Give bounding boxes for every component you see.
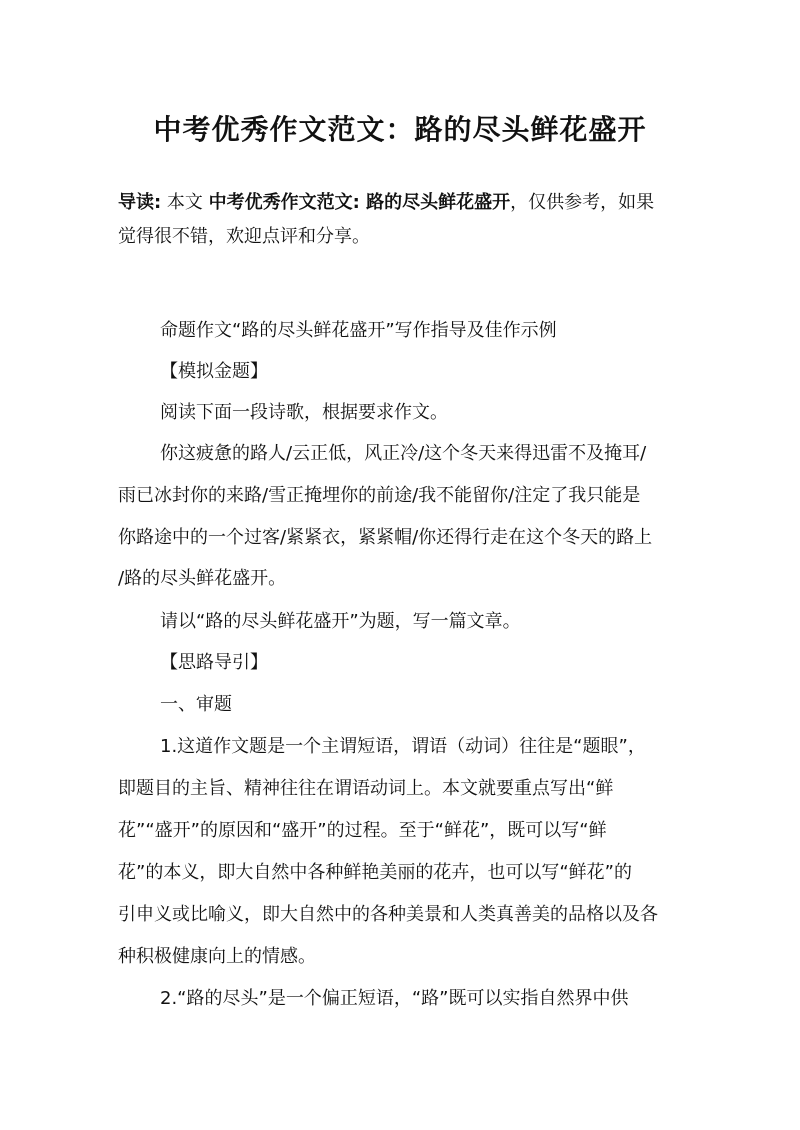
poem-line: 你这疲惫的路人/云正低，风正冷/这个冬天来得迅雷不及掩耳/ — [160, 443, 647, 464]
intro-label: 导读: — [118, 192, 162, 213]
intro-text-after: ，仅供参考，如果 — [510, 192, 655, 213]
poem-line: /路的尽头鲜花盛开。 — [118, 568, 287, 589]
intro-paragraph — [118, 186, 688, 254]
paragraph-line: 阅读下面一段诗歌，根据要求作文。 — [160, 402, 448, 423]
paragraph-line: 花”的本义，即大自然中各种鲜艳美丽的花卉，也可以写“鲜花”的 — [118, 862, 632, 883]
intro-text-before: 本文 — [161, 192, 209, 213]
paragraph-line: 1.这道作文题是一个主谓短语，谓语（动词）往往是“题眼”， — [160, 736, 646, 757]
intro-text-line2: 觉得很不错，欢迎点评和分享。 — [118, 226, 370, 247]
paragraph-line: 即题目的主旨、精神往往在谓语动词上。本文就要重点写出“鲜 — [118, 778, 614, 799]
subtitle-line: 命题作文“路的尽头鲜花盛开”写作指导及佳作示例 — [160, 320, 557, 341]
paragraph-line: 引申义或比喻义，即大自然中的各种美景和人类真善美的品格以及各 — [118, 904, 658, 925]
page-title: 中考优秀作文范文：路的尽头鲜花盛开 — [153, 113, 647, 146]
section-heading-guidance: 【思路导引】 — [160, 652, 268, 673]
paragraph-line: 请以“路的尽头鲜花盛开”为题，写一篇文章。 — [160, 611, 521, 632]
intro-bold-title: 中考优秀作文范文: 路的尽头鲜花盛开 — [208, 192, 511, 213]
section-heading-review: 一、审题 — [160, 694, 232, 715]
paragraph-line: 种积极健康向上的情感。 — [118, 946, 316, 967]
paragraph-line: 2.“路的尽头”是一个偏正短语，“路”既可以实指自然界中供 — [160, 988, 629, 1009]
poem-line: 雨已冰封你的来路/雪正掩埋你的前途/我不能留你/注定了我只能是 — [118, 485, 641, 506]
section-heading-mock-question: 【模拟金题】 — [160, 361, 268, 382]
poem-line: 你路途中的一个过客/紧紧衣，紧紧帽/你还得行走在这个冬天的路上 — [118, 527, 653, 548]
paragraph-line: 花”“盛开”的原因和“盛开”的过程。至于“鲜花”，既可以写“鲜 — [118, 820, 607, 841]
